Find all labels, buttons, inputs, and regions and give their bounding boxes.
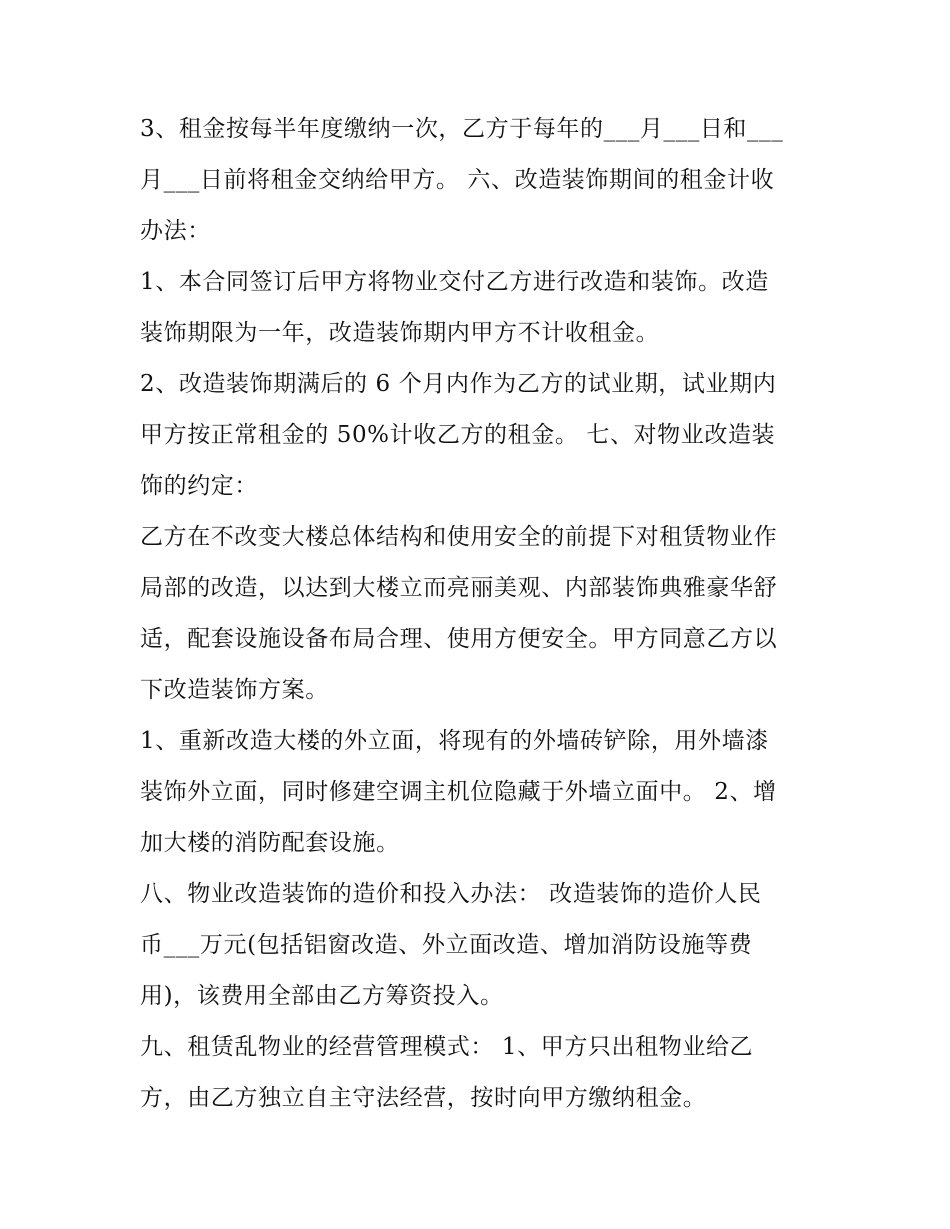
text-line: 下改造装饰方案。 — [140, 677, 329, 703]
text-line: 九、租赁乱物业的经营管理模式： 1、甲方只出租物业给乙 — [140, 1034, 754, 1060]
text-line: 2、改造装饰期满后的 6 个月内作为乙方的试业期，试业期内 — [140, 371, 777, 397]
text-line: 适，配套设施设备布局合理、使用方便安全。甲方同意乙方以 — [140, 626, 778, 652]
text-line: 办法： — [140, 218, 211, 244]
text-line: 局部的改造，以达到大楼立而亮丽美观、内部装饰典雅豪华舒 — [140, 575, 778, 601]
text-line: 用)，该费用全部由乙方筹资投入。 — [140, 983, 504, 1009]
text-line: 装饰外立面，同时修建空调主机位隐藏于外墙立面中。 2、增 — [140, 779, 777, 805]
text-line: 3、租金按每半年度缴纳一次，乙方于每年的___月___日和___ — [140, 116, 784, 142]
text-line: 1、重新改造大楼的外立面，将现有的外墙砖铲除，用外墙漆 — [140, 728, 769, 754]
document-body — [140, 104, 830, 1124]
text-line: 八、物业改造装饰的造价和投入办法： 改造装饰的造价人民 — [140, 881, 762, 907]
text-line: 币___万元(包括铝窗改造、外立面改造、增加消防设施等费 — [140, 932, 753, 958]
text-line: 乙方在不改变大楼总体结构和使用安全的前提下对租赁物业作 — [140, 524, 778, 550]
text-line: 方，由乙方独立自主守法经营，按时向甲方缴纳租金。 — [140, 1085, 707, 1111]
text-line: 月___日前将租金交纳给甲方。 六、改造装饰期间的租金计收 — [140, 167, 775, 193]
text-line: 饰的约定： — [140, 473, 258, 499]
text-line: 装饰期限为一年，改造装饰期内甲方不计收租金。 — [140, 320, 660, 346]
text-line: 加大楼的消防配套设施。 — [140, 830, 400, 856]
text-line: 甲方按正常租金的 50%计收乙方的租金。 七、对物业改造装 — [140, 422, 776, 448]
text-line: 1、本合同签订后甲方将物业交付乙方进行改造和装饰。改造 — [140, 269, 769, 295]
